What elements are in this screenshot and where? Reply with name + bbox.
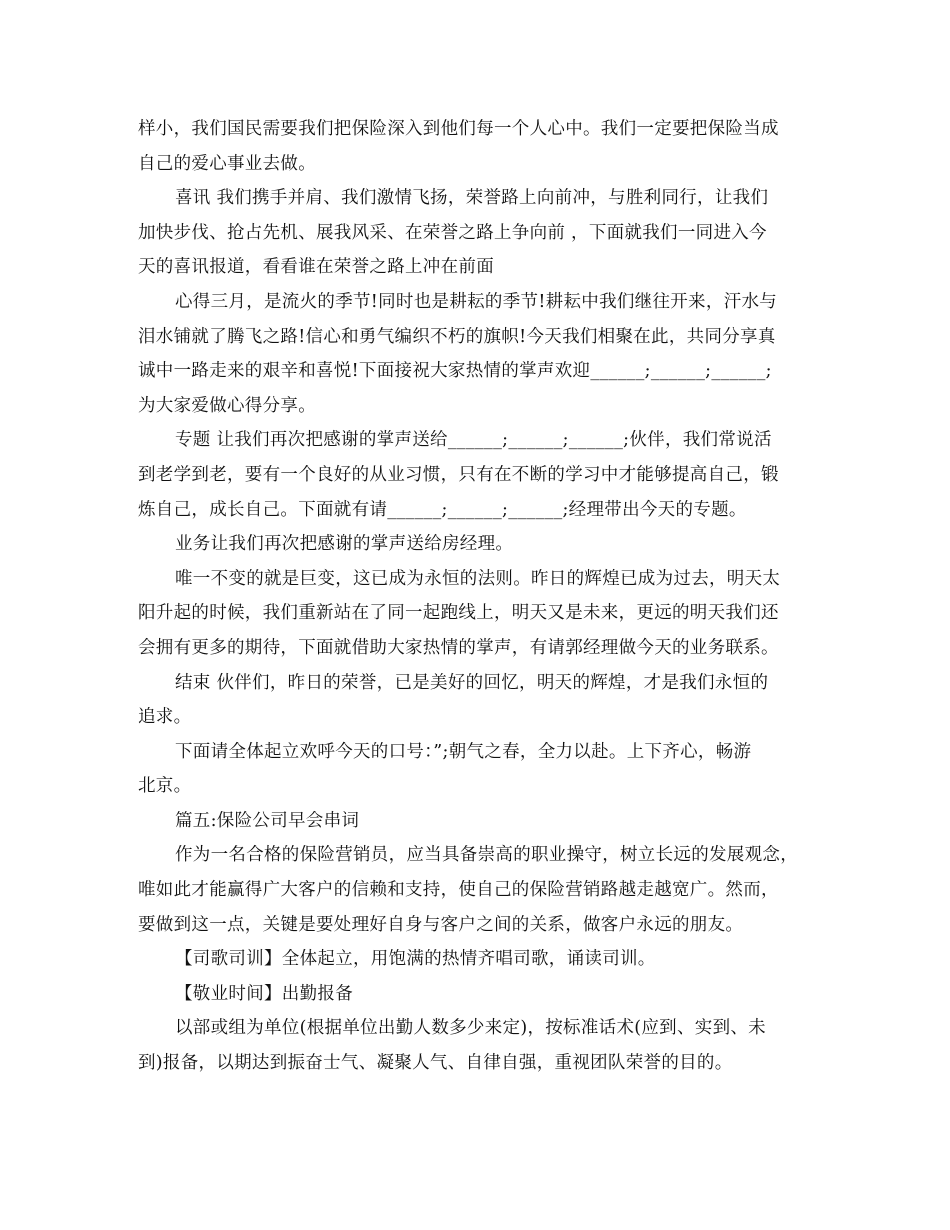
text-line: 作为一名合格的保险营销员，应当具备崇高的职业操守，树立长远的发展观念， [175,845,798,866]
text-line: 到)报备，以期达到振奋士气、凝聚人气、自律自强，重视团队荣誉的目的。 [138,1053,733,1074]
text-line: 北京。 [138,776,192,797]
text-line: 天的喜讯报道，看看谁在荣誉之路上冲在前面 [138,257,494,278]
text-line: 结束 伙伴们，昨日的荣誉，已是美好的回忆，明天的辉煌，才是我们永恒的 [175,672,769,693]
text-line: 会拥有更多的期待，下面就借助大家热情的掌声，有请郭经理做今天的业务联系。 [138,637,779,658]
text-line: 泪水铺就了腾飞之路!信心和勇气编织不朽的旗帜!今天我们相聚在此，共同分享真 [138,326,776,347]
text-line: 唯如此才能赢得广大客户的信赖和支持，使自己的保险营销路越走越宽广。然而， [138,880,779,901]
text-line: 到老学到老，要有一个良好的从业习惯，只有在不断的学习中才能够提高自己，锻 [138,464,779,485]
text-line: 以部或组为单位(根据单位出勤人数多少来定)，按标准话术(应到、实到、未 [175,1018,766,1039]
text-line: 为大家爱做心得分享。 [138,395,316,416]
text-line: 喜讯 我们携手并肩、我们激情飞扬，荣誉路上向前冲，与胜利同行，让我们 [175,188,769,209]
text-line: 炼自己，成长自己。下面就有请______;______;______;经理带出今天的专题。 [138,499,747,520]
text-line: 自己的爱心事业去做。 [138,153,316,174]
document-body [138,112,828,1081]
text-line: 加快步伐、抢占先机、展我风采、在荣誉之路上争向前 ，下面就我们一同进入今 [138,222,767,243]
text-line: 篇五:保险公司早会串词 [175,810,360,831]
text-line: 样小，我们国民需要我们把保险深入到他们每一个人心中。我们一定要把保险当成 [138,119,779,139]
text-line: 阳升起的时候，我们重新站在了同一起跑线上，明天又是未来，更远的明天我们还 [138,603,779,624]
text-line: 【司歌司训】全体起立，用饱满的热情齐唱司歌，诵读司训。 [175,949,656,970]
text-line: 要做到这一点，关键是要处理好自身与客户之间的关系，做客户永远的朋友。 [138,914,744,935]
text-line: 追求。 [138,707,192,728]
text-line: 专题 让我们再次把感谢的掌声送给______;______;______;伙伴，我们常说活 [175,430,772,451]
text-line: 【敬业时间】出勤报备 [175,983,353,1004]
text-line: 心得三月，是流火的季节!同时也是耕耘的季节!耕耘中我们继往开来，汗水与 [175,291,778,312]
text-line: 唯一不变的就是巨变，这已成为永恒的法则。昨日的辉煌已成为过去，明天太 [175,568,781,589]
text-line: 下面请全体起立欢呼今天的口号：”;朝气之春，全力以赴。上下齐心，畅游 [175,741,752,762]
text-line: 诚中一路走来的艰辛和喜悦!下面接祝大家热情的掌声欢迎______;______;______; [138,361,772,382]
text-line: 业务让我们再次把感谢的掌声送给房经理。 [175,534,514,555]
